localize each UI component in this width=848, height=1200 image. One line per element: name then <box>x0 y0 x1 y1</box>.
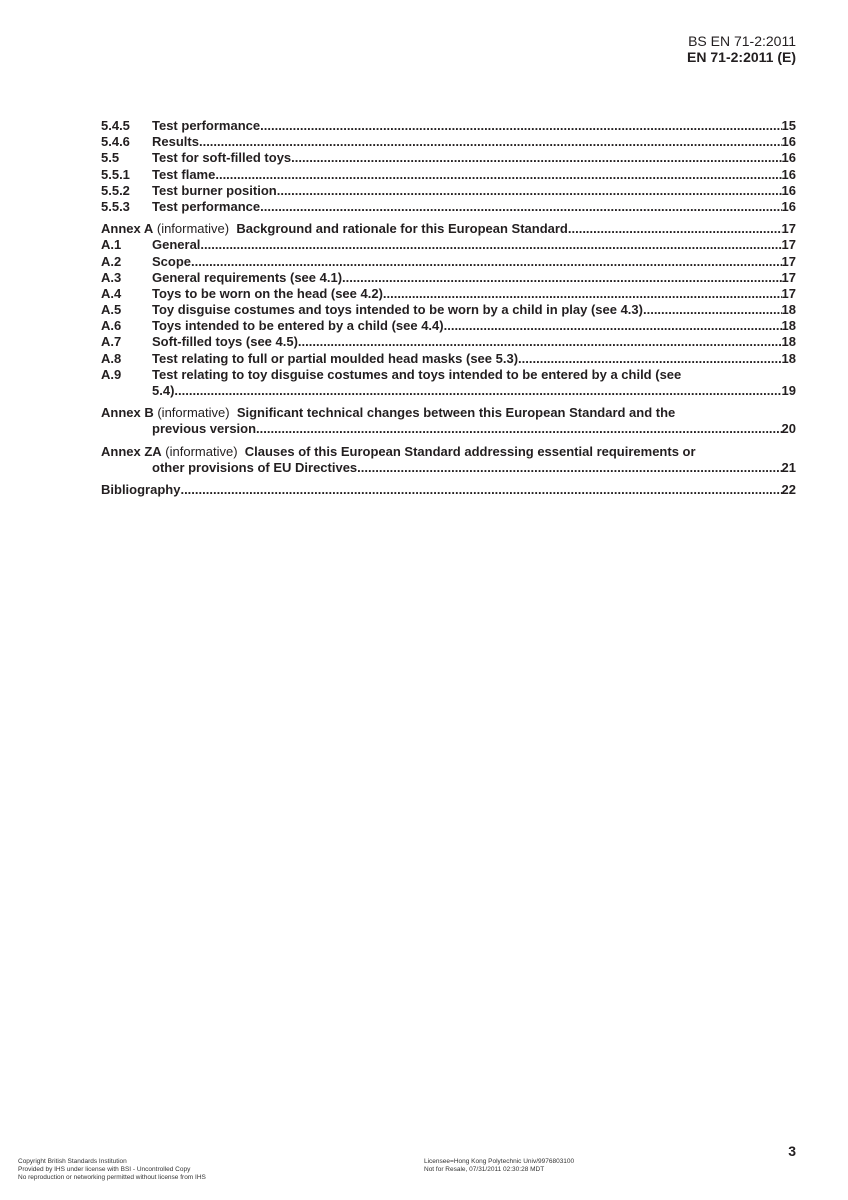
footer-line: Licensee=Hong Kong Polytechnic Univ/9976803100 <box>424 1158 575 1165</box>
toc-entry[interactable] <box>101 134 796 150</box>
leader-dots <box>357 460 781 476</box>
leader-dots <box>518 351 782 367</box>
annex-title-line1: Clauses of this European Standard addressing essential requirements or <box>244 443 696 459</box>
leader-dots <box>298 334 782 350</box>
leader-dots <box>277 183 782 199</box>
leader-dots <box>215 167 781 183</box>
toc-annex-za[interactable] <box>101 444 796 476</box>
annex-label: Annex ZA <box>101 443 162 459</box>
annex-type: (informative) <box>161 443 245 459</box>
leader-dots <box>260 199 781 215</box>
toc-entry-page: 17 <box>781 237 796 253</box>
toc-entry-number: A.5 <box>101 302 122 318</box>
toc-entry-title: Results <box>152 134 199 150</box>
toc-entry-number: A.8 <box>101 350 122 366</box>
toc-entry-page: 16 <box>781 150 796 166</box>
footer-licensee <box>424 1158 574 1174</box>
toc-entry-page: 19 <box>781 383 796 398</box>
standard-id-edition: EN 71-2:2011 (E) <box>687 49 796 65</box>
toc-entry[interactable] <box>101 270 796 286</box>
toc-bibliography[interactable] <box>101 482 796 498</box>
leader-dots <box>260 118 781 134</box>
toc-entry-page: 16 <box>781 134 796 150</box>
toc-entry-page: 18 <box>781 334 796 350</box>
toc-entry[interactable] <box>101 351 796 367</box>
leader-dots <box>444 318 782 334</box>
toc-entry-title: Test for soft-filled toys <box>152 150 292 166</box>
toc-entry-page: 18 <box>781 350 796 366</box>
toc-entry-title: Toy disguise costumes and toys intended to be worn by a child in play (see 4.3) <box>152 302 643 318</box>
toc-entry-page: 18 <box>781 318 796 334</box>
toc-entry-number: 5.4.6 <box>101 134 130 150</box>
toc-entry-number: 5.5.3 <box>101 198 130 214</box>
toc-entry-number: A.4 <box>101 285 122 301</box>
toc-entry-page: 20 <box>781 421 796 437</box>
toc-entry-number: A.6 <box>101 318 122 334</box>
toc-entry-page: 22 <box>781 481 796 497</box>
annex-title-line2: previous version <box>152 421 257 437</box>
annex-label: Annex B <box>101 405 154 421</box>
toc-entry[interactable] <box>101 167 796 183</box>
leader-dots <box>191 254 782 270</box>
toc-entry-page: 17 <box>781 253 796 269</box>
toc-entry-a9[interactable] <box>101 367 796 399</box>
leader-dots <box>256 421 781 437</box>
toc-entry-title: Test performance <box>152 118 261 133</box>
toc-entry-page: 16 <box>781 198 796 214</box>
toc-entry-title: General requirements (see 4.1) <box>152 269 343 285</box>
toc-entry-title: Test flame <box>152 166 216 182</box>
toc-entry-title: General <box>152 237 201 253</box>
leader-dots <box>568 221 782 237</box>
toc-entry-title-line1: Test relating to toy disguise costumes and toys intended to be entered by a child (see <box>152 366 682 382</box>
annex-type: (informative) <box>153 405 237 421</box>
toc-entry-title: Toys to be worn on the head (see 4.2) <box>152 285 383 301</box>
toc-entry-number: 5.5 <box>101 150 120 166</box>
toc-entry[interactable] <box>101 302 796 318</box>
toc-entry-number: A.9 <box>101 366 122 382</box>
toc-entry-number: A.1 <box>101 237 122 253</box>
toc-entry-title: Test relating to full or partial moulded head masks (see 5.3) <box>152 350 519 366</box>
annex-title: Background and rationale for this European Standard <box>236 221 568 237</box>
table-of-contents <box>101 118 796 498</box>
toc-entry[interactable] <box>101 318 796 334</box>
toc-entry[interactable] <box>101 334 796 350</box>
footer-line: No reproduction or networking permitted without license from IHS <box>18 1174 206 1181</box>
toc-entry-title: Soft-filled toys (see 4.5) <box>152 334 298 350</box>
footer-copyright <box>18 1158 206 1182</box>
leader-dots <box>200 237 781 253</box>
leader-dots <box>180 482 781 498</box>
leader-dots <box>174 383 781 399</box>
footer-line: Copyright British Standards Institution <box>18 1158 127 1165</box>
toc-entry-title-line2: 5.4) <box>152 383 175 398</box>
toc-entry-title: Test burner position <box>152 182 277 198</box>
toc-entry-page: 16 <box>781 182 796 198</box>
footer-line: Provided by IHS under license with BSI - Uncontrolled Copy <box>18 1166 191 1173</box>
toc-annex-b[interactable] <box>101 405 796 437</box>
toc-entry-title: Bibliography <box>101 481 181 497</box>
leader-dots <box>291 150 781 166</box>
toc-entry-page: 17 <box>781 285 796 301</box>
standard-id: BS EN 71-2:2011 <box>688 33 796 49</box>
toc-entry[interactable] <box>101 118 796 134</box>
toc-entry-page: 17 <box>781 269 796 285</box>
page-number: 3 <box>788 1143 796 1159</box>
toc-entry-number: A.7 <box>101 334 122 350</box>
toc-entry-number: 5.5.2 <box>101 182 130 198</box>
toc-entry-page: 21 <box>781 459 796 475</box>
annex-title-line1: Significant technical changes between this European Standard and the <box>236 405 676 421</box>
leader-dots <box>643 302 782 318</box>
toc-annex-a[interactable] <box>101 221 796 237</box>
footer-line: Not for Resale, 07/31/2011 02:30:28 MDT <box>424 1166 545 1173</box>
leader-dots <box>383 286 782 302</box>
toc-entry-title: Test performance <box>152 198 261 214</box>
toc-entry-number: A.2 <box>101 253 122 269</box>
toc-entry-number: 5.5.1 <box>101 166 130 182</box>
toc-entry[interactable] <box>101 237 796 253</box>
toc-entry-page: 16 <box>781 166 796 182</box>
toc-entry[interactable] <box>101 199 796 215</box>
annex-type: (informative) <box>153 221 237 237</box>
toc-entry-number: A.3 <box>101 269 122 285</box>
toc-entry[interactable] <box>101 150 796 166</box>
toc-entry[interactable] <box>101 183 796 199</box>
leader-dots <box>342 270 782 286</box>
toc-entry-number: 5.4.5 <box>101 118 130 133</box>
toc-entry-page: 15 <box>781 118 796 133</box>
annex-title-line2: other provisions of EU Directives <box>152 459 358 475</box>
toc-entry[interactable] <box>101 254 796 270</box>
toc-entry-title: Toys intended to be entered by a child (see 4.4) <box>152 318 444 334</box>
toc-entry-page: 18 <box>781 302 796 318</box>
toc-entry[interactable] <box>101 286 796 302</box>
leader-dots <box>199 134 782 150</box>
toc-entry-title: Scope <box>152 253 192 269</box>
document-header <box>687 33 796 65</box>
toc-entry-page: 17 <box>781 221 796 237</box>
annex-label: Annex A <box>101 221 154 237</box>
